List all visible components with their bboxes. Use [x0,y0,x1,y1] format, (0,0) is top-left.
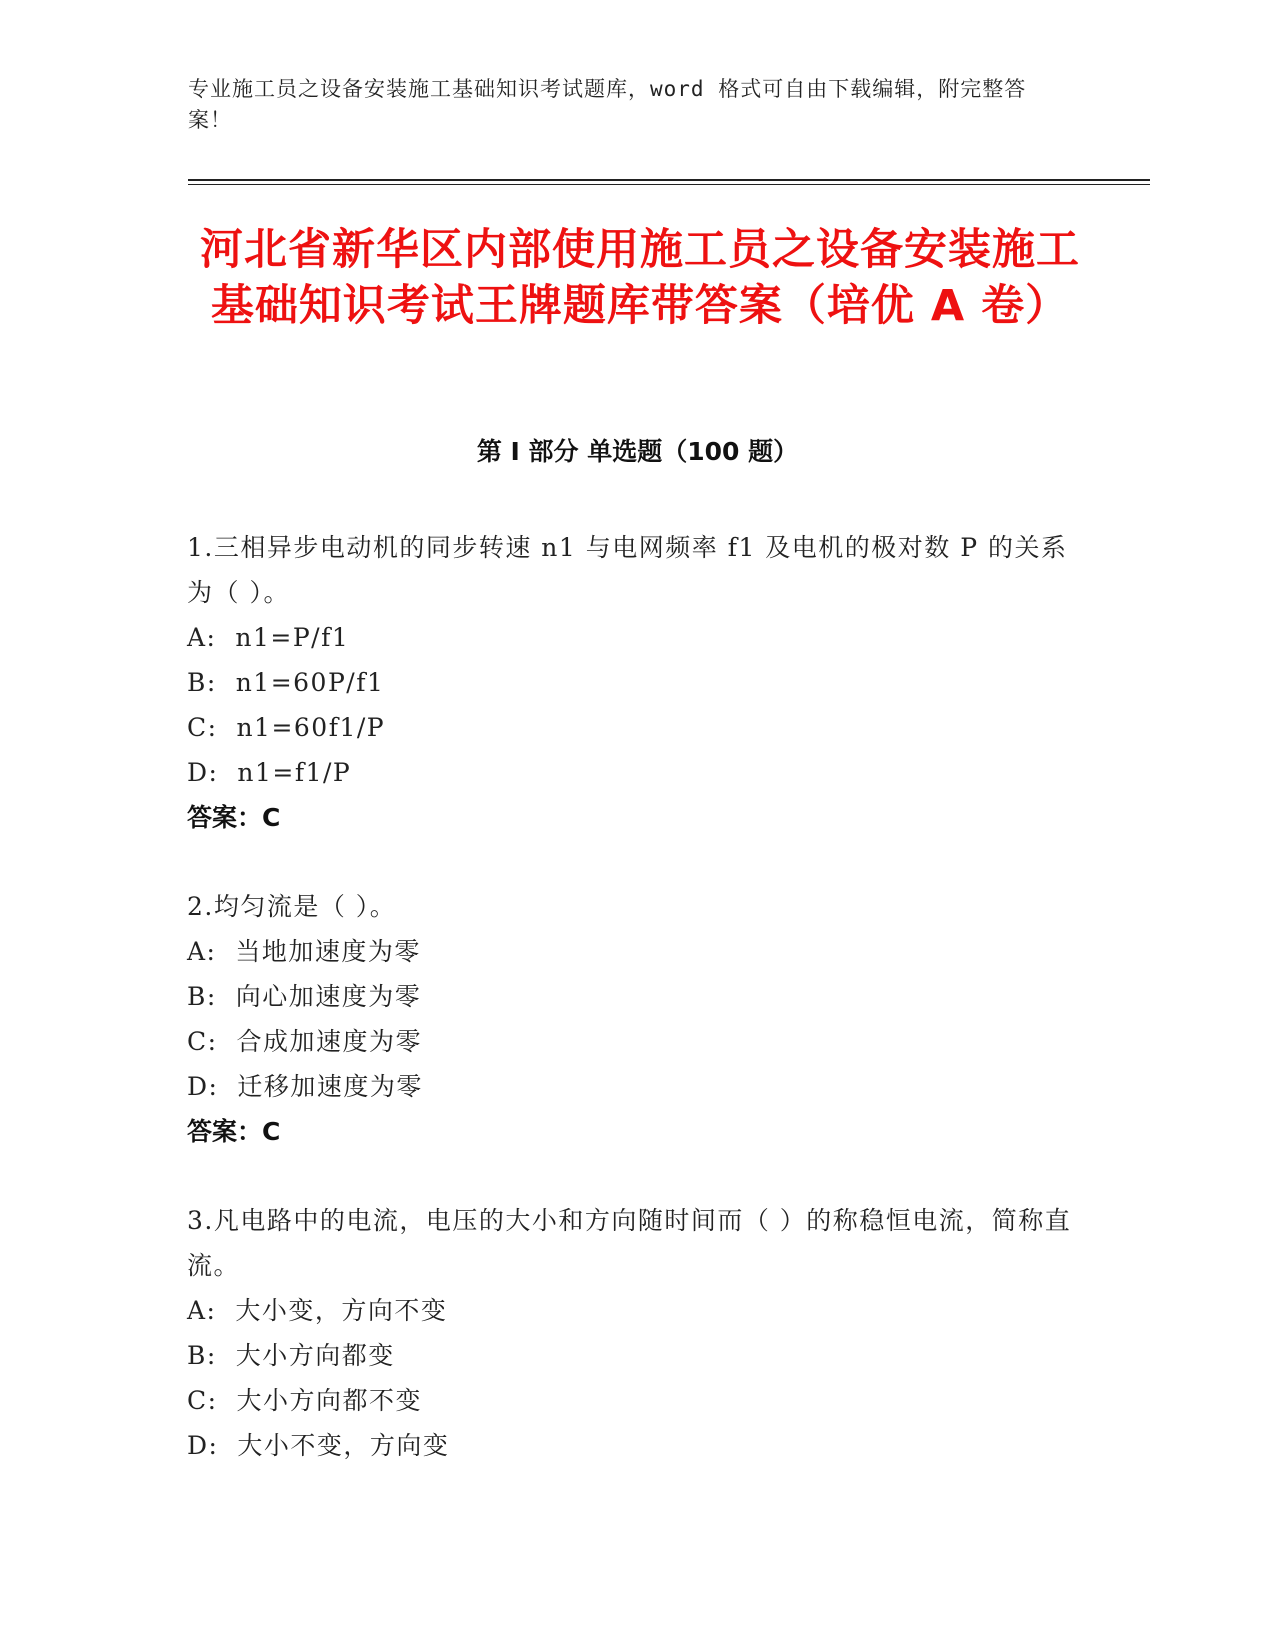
question-stem: 1.三相异步电动机的同步转速 n1 与电网频率 f1 及电机的极对数 P 的关系为（ ）。 [187,533,1068,607]
question-stem: 2.均匀流是（ ）。 [187,892,397,921]
answer: 答案：C [187,1117,281,1146]
option-b: B: 向心加速度为零 [187,982,422,1011]
question-stem: 3.凡电路中的电流，电压的大小和方向随时间而（ ）的称稳恒电流，简称直流。 [187,1206,1072,1280]
question-1 [187,525,1077,840]
option-c: C: n1=60f1/P [187,713,386,742]
option-b: B: n1=60P/f1 [187,668,385,697]
option-d: D: 大小不变，方向变 [187,1431,450,1460]
header-divider-thin [188,184,1150,185]
answer: 答案：C [187,803,281,832]
document-title: 河北省新华区内部使用施工员之设备安装施工基础知识考试王牌题库带答案（培优 A 卷） [200,225,1080,331]
option-a: A: 当地加速度为零 [187,937,421,966]
question-3 [187,1198,1077,1468]
option-d: D: n1=f1/P [187,758,352,787]
section-heading: 第 I 部分 单选题（100 题） [476,437,799,466]
option-d: D: 迁移加速度为零 [187,1072,423,1101]
question-list [187,525,1077,1512]
option-b: B: 大小方向都变 [187,1341,395,1370]
question-2 [187,884,1077,1154]
header-note: 专业施工员之设备安装施工基础知识考试题库，word 格式可自由下载编辑，附完整答案！ [188,77,1027,132]
option-c: C: 大小方向都不变 [187,1386,422,1415]
option-c: C: 合成加速度为零 [187,1027,422,1056]
option-a: A: 大小变，方向不变 [187,1296,448,1325]
header-divider [188,179,1150,181]
option-a: A: n1=P/f1 [187,623,350,652]
